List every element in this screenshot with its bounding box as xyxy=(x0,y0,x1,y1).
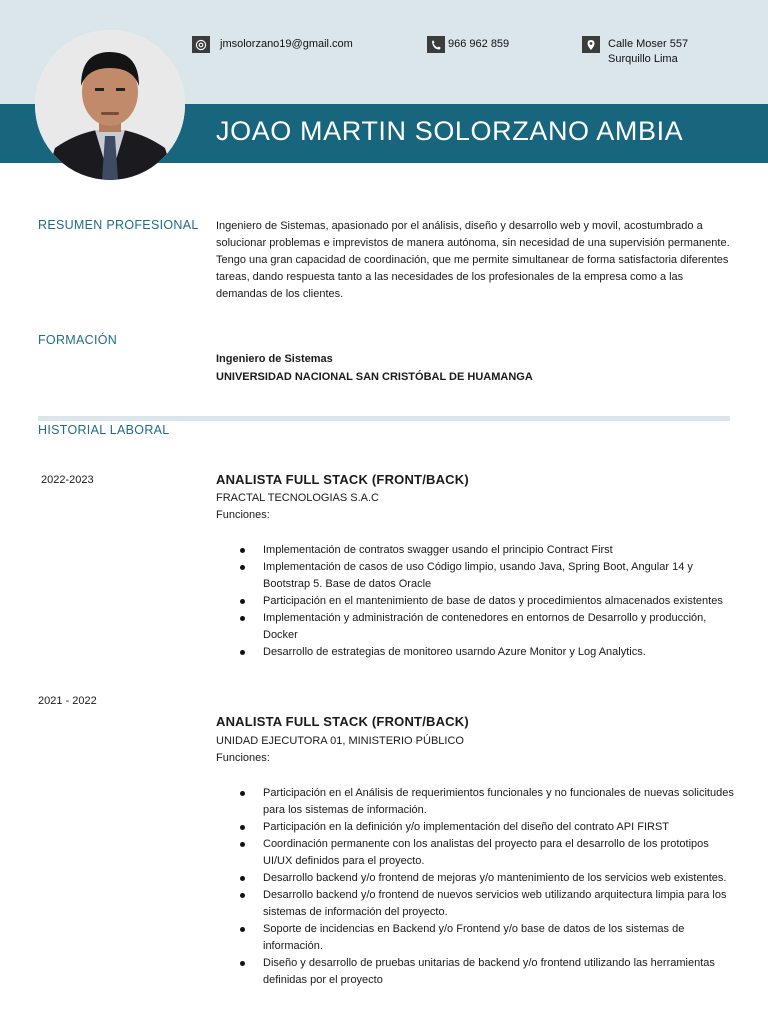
job-company: UNIDAD EJECUTORA 01, MINISTERIO PÚBLICO xyxy=(216,735,464,747)
duty-item: Participación en la definición y/o implementación del diseño del contrato API FIRST xyxy=(216,819,736,836)
duty-item: Participación en el mantenimiento de base de datos y procedimientos almacenados existentes xyxy=(216,593,736,610)
job-company: FRACTAL TECNOLOGIAS S.A.C xyxy=(216,492,379,504)
phone-icon xyxy=(427,36,445,53)
education-institution: UNIVERSIDAD NACIONAL SAN CRISTÓBAL DE HUAMANGA xyxy=(216,371,533,383)
section-divider xyxy=(38,416,730,421)
job-period: 2022-2023 xyxy=(41,474,94,486)
summary-heading: RESUMEN PROFESIONAL xyxy=(38,218,199,232)
location-pin-icon xyxy=(582,36,600,53)
job-functions-label: Funciones: xyxy=(216,509,270,521)
job-duties-list xyxy=(216,785,736,989)
duty-item: Soporte de incidencias en Backend y/o Frontend y/o base de datos de los sistemas de información. xyxy=(216,921,736,955)
phone-text: 966 962 859 xyxy=(448,38,510,50)
job-duties-list xyxy=(216,542,736,661)
email-text: jmsolorzano19@gmail.com xyxy=(220,38,353,50)
profile-photo xyxy=(35,30,185,180)
job-title: ANALISTA FULL STACK (FRONT/BACK) xyxy=(216,714,469,729)
duty-item: Participación en el Análisis de requerimientos funcionales y no funcionales de nuevas solicitudes para los sistemas de información. xyxy=(216,785,736,819)
summary-text: Ingeniero de Sistemas, apasionado por el análisis, diseño y desarrollo web y movil, acostumbrado a solucionar problemas e imprevistos de manera autónoma, sin necesidad de una supervisión permanente. Tengo una gran capacidad de coordinación, que me permite simultanear de forma satisfactoria diferentes tareas, dando respuesta tanto a las necesidades de los profesionales de la empresa como a las demandas de los clientes. xyxy=(216,220,730,300)
duty-item: Desarrollo backend y/o frontend de mejoras y/o mantenimiento de los servicios web existentes. xyxy=(216,870,736,887)
address-line-1: Calle Moser 557 xyxy=(608,38,689,50)
duty-item: Diseño y desarrollo de pruebas unitarias de backend y/o frontend utilizando las herramientas definidas por el proyecto xyxy=(216,955,736,989)
duty-item: Desarrollo backend y/o frontend de nuevos servicios web utilizando arquitectura limpia para los sistemas de información del proyecto. xyxy=(216,887,736,921)
education-degree: Ingeniero de Sistemas xyxy=(216,353,333,365)
duty-item: Implementación y administración de contenedores en entornos de Desarrollo y producción, Docker xyxy=(216,610,736,644)
at-sign-icon xyxy=(192,36,210,53)
job-title: ANALISTA FULL STACK (FRONT/BACK) xyxy=(216,472,469,487)
full-name: JOAO MARTIN SOLORZANO AMBIA xyxy=(216,116,684,146)
duty-item: Coordinación permanente con los analistas del proyecto para el desarrollo de los prototipos UI/UX definidos para el proyecto. xyxy=(216,836,736,870)
job-period: 2021 - 2022 xyxy=(38,695,97,707)
duty-item: Implementación de contratos swagger usando el principio Contract First xyxy=(216,542,736,559)
address-line-2: Surquillo Lima xyxy=(608,53,678,65)
education-heading: FORMACIÓN xyxy=(38,333,118,347)
duty-item: Desarrollo de estrategias de monitoreo usarndo Azure Monitor y Log Analytics. xyxy=(216,644,736,661)
job-functions-label: Funciones: xyxy=(216,752,270,764)
work-history-heading: HISTORIAL LABORAL xyxy=(38,423,170,437)
duty-item: Implementación de casos de uso Código limpio, usando Java, Spring Boot, Angular 14 y Bootstrap 5. Base de datos Oracle xyxy=(216,559,736,593)
